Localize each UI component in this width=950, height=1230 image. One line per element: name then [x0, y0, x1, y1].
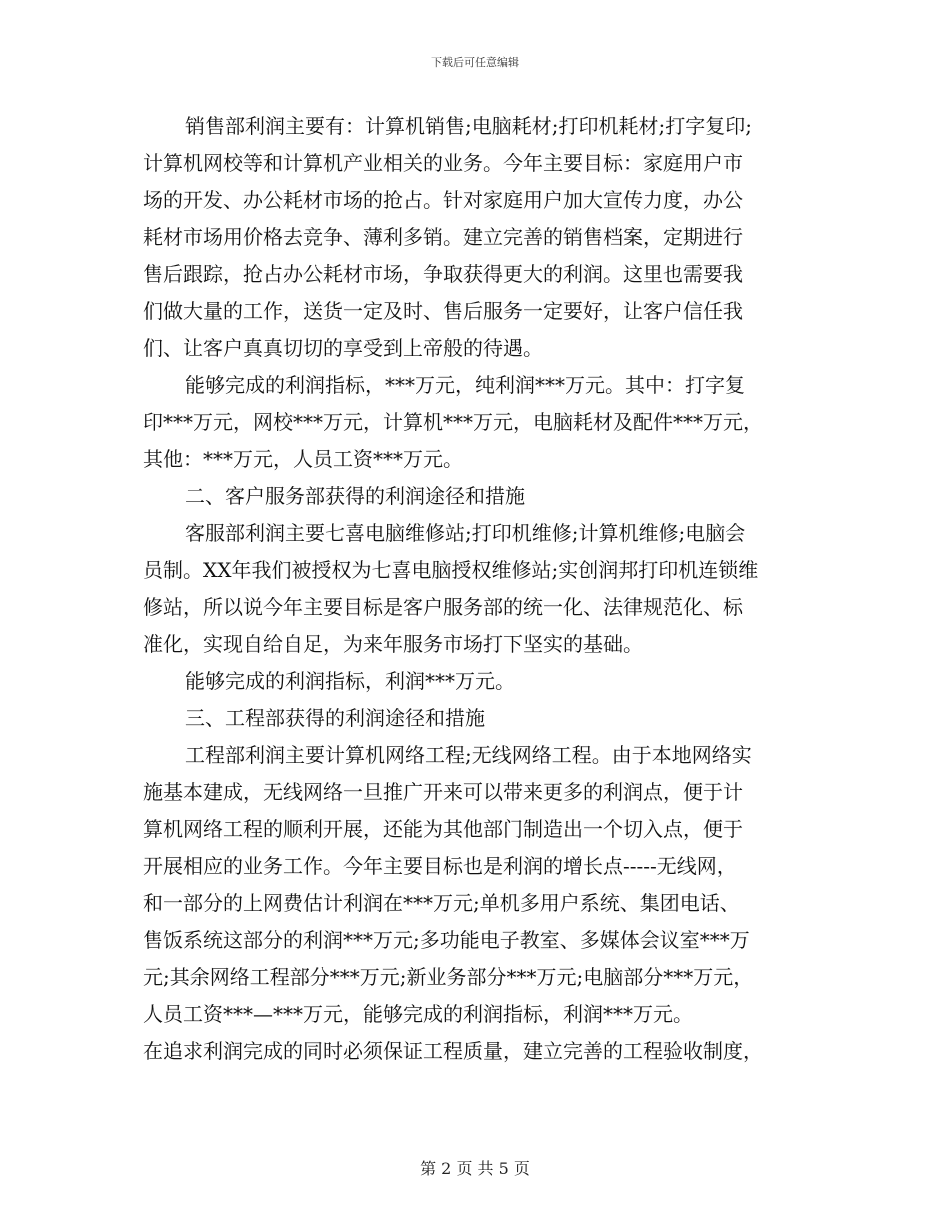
- text-line: 销售部利润主要有：计算机销售;电脑耗材;打印机耗材;打字复印;: [185, 114, 752, 138]
- text-line: 其他：***万元，人员工资***万元。: [143, 447, 463, 471]
- text-line: 和一部分的上网费估计利润在***万元;单机多用户系统、集团电话、: [143, 891, 740, 915]
- text-line: 客服部利润主要七喜电脑维修站;打印机维修;计算机维修;电脑会: [185, 521, 746, 545]
- text-line: 售饭系统这部分的利润***万元;多功能电子教室、多媒体会议室***万: [143, 928, 750, 952]
- text-line: 场的开发、办公耗材市场的抢占。针对家庭用户加大宣传力度，办公: [143, 188, 743, 212]
- text-line: 们、让客户真真切切的享受到上帝般的待遇。: [143, 336, 543, 360]
- text-line: 元;其余网络工程部分***万元;新业务部分***万元;电脑部分***万元，: [143, 965, 754, 989]
- text-line: 计算机网校等和计算机产业相关的业务。今年主要目标：家庭用户市: [143, 151, 743, 175]
- text-line: 能够完成的利润指标，利润***万元。: [185, 669, 515, 693]
- page-header: 下载后可任意编辑: [431, 56, 519, 69]
- text-line: 开展相应的业务工作。今年主要目标也是利润的增长点-----无线网，: [143, 854, 737, 878]
- text-line: 准化，实现自给自足，为来年服务市场打下坚实的基础。: [143, 632, 643, 656]
- text-line: 能够完成的利润指标，***万元，纯利润***万元。其中：打字复: [185, 373, 745, 397]
- text-line: 算机网络工程的顺利开展，还能为其他部门制造出一个切入点，便于: [143, 817, 743, 841]
- text-line: 们做大量的工作，送货一定及时、售后服务一定要好，让客户信任我: [143, 299, 743, 323]
- text-line: 在追求利润完成的同时必须保证工程质量，建立完善的工程验收制度，: [143, 1039, 763, 1063]
- page-footer: 第 2 页 共 5 页: [420, 1159, 530, 1178]
- section-heading: 二、客户服务部获得的利润途径和措施: [185, 484, 525, 508]
- text-line: 施基本建成，无线网络一旦推广开来可以带来更多的利润点，便于计: [143, 780, 743, 804]
- text-line: 人员工资***—***万元，能够完成的利润指标，利润***万元。: [143, 1002, 693, 1026]
- text-line: 工程部利润主要计算机网络工程;无线网络工程。由于本地网络实: [185, 743, 752, 767]
- text-line: 耗材市场用价格去竞争、薄利多销。建立完善的销售档案，定期进行: [143, 225, 743, 249]
- section-heading: 三、工程部获得的利润途径和措施: [185, 706, 485, 730]
- text-line: 售后跟踪，抢占办公耗材市场，争取获得更大的利润。这里也需要我: [143, 262, 743, 286]
- text-line: 员制。XX年我们被授权为七喜电脑授权维修站;实创润邦打印机连锁维: [143, 558, 759, 582]
- text-line: 修站，所以说今年主要目标是客户服务部的统一化、法律规范化、标: [143, 595, 743, 619]
- text-line: 印***万元，网校***万元，计算机***万元，电脑耗材及配件***万元，: [143, 410, 763, 434]
